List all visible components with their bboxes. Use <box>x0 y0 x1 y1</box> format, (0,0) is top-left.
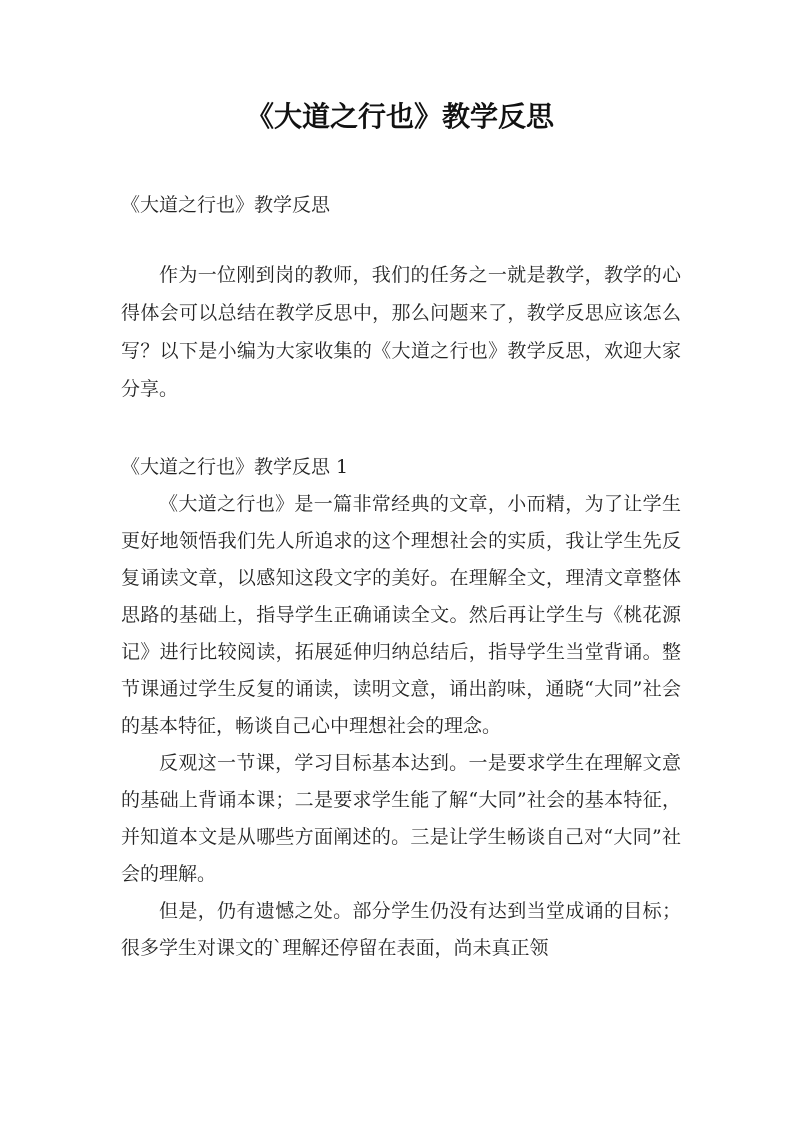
intro-paragraph: 作为一位刚到岗的教师，我们的任务之一就是教学，教学的心得体会可以总结在教学反思中，那么问题来了，教学反思应该怎么写？以下是小编为大家收集的《大道之行也》教学反思，欢迎大家分享。 <box>121 264 681 400</box>
body-paragraph-2: 反观这一节课，学习目标基本达到。一是要求学生在理解文意的基础上背诵本课；二是要求学生能了解“大同”社会的基本特征，并知道本文是从哪些方面阐述的。三是让学生畅谈自己对“大同”社会的理解。 <box>121 752 681 885</box>
reflection-section <box>121 449 681 967</box>
section-heading: 《大道之行也》教学反思 1 <box>121 456 349 478</box>
body-paragraph-1: 《大道之行也》是一篇非常经典的文章，小而精，为了让学生更好地领悟我们先人所追求的这个理想社会的实质，我让学生先反复诵读文章，以感知这段文字的美好。在理解全文，理清文章整体思路的基础上，指导学生正确诵读全文。然后再让学生与《桃花源记》进行比较阅读，拓展延伸归纳总结后，指导学生当堂背诵。整节课通过学生反复的诵读，读明文意，诵出韵味，通晓“大同”社会的基本特征，畅谈自己心中理想社会的理念。 <box>121 493 681 737</box>
body-paragraph-3: 但是，仍有遗憾之处。部分学生仍没有达到当堂成诵的目标；很多学生对课文的`理解还停留在表面，尚未真正领 <box>121 900 681 959</box>
document-title: 《大道之行也》教学反思 <box>245 100 554 133</box>
document-subtitle: 《大道之行也》教学反思 <box>121 194 331 216</box>
